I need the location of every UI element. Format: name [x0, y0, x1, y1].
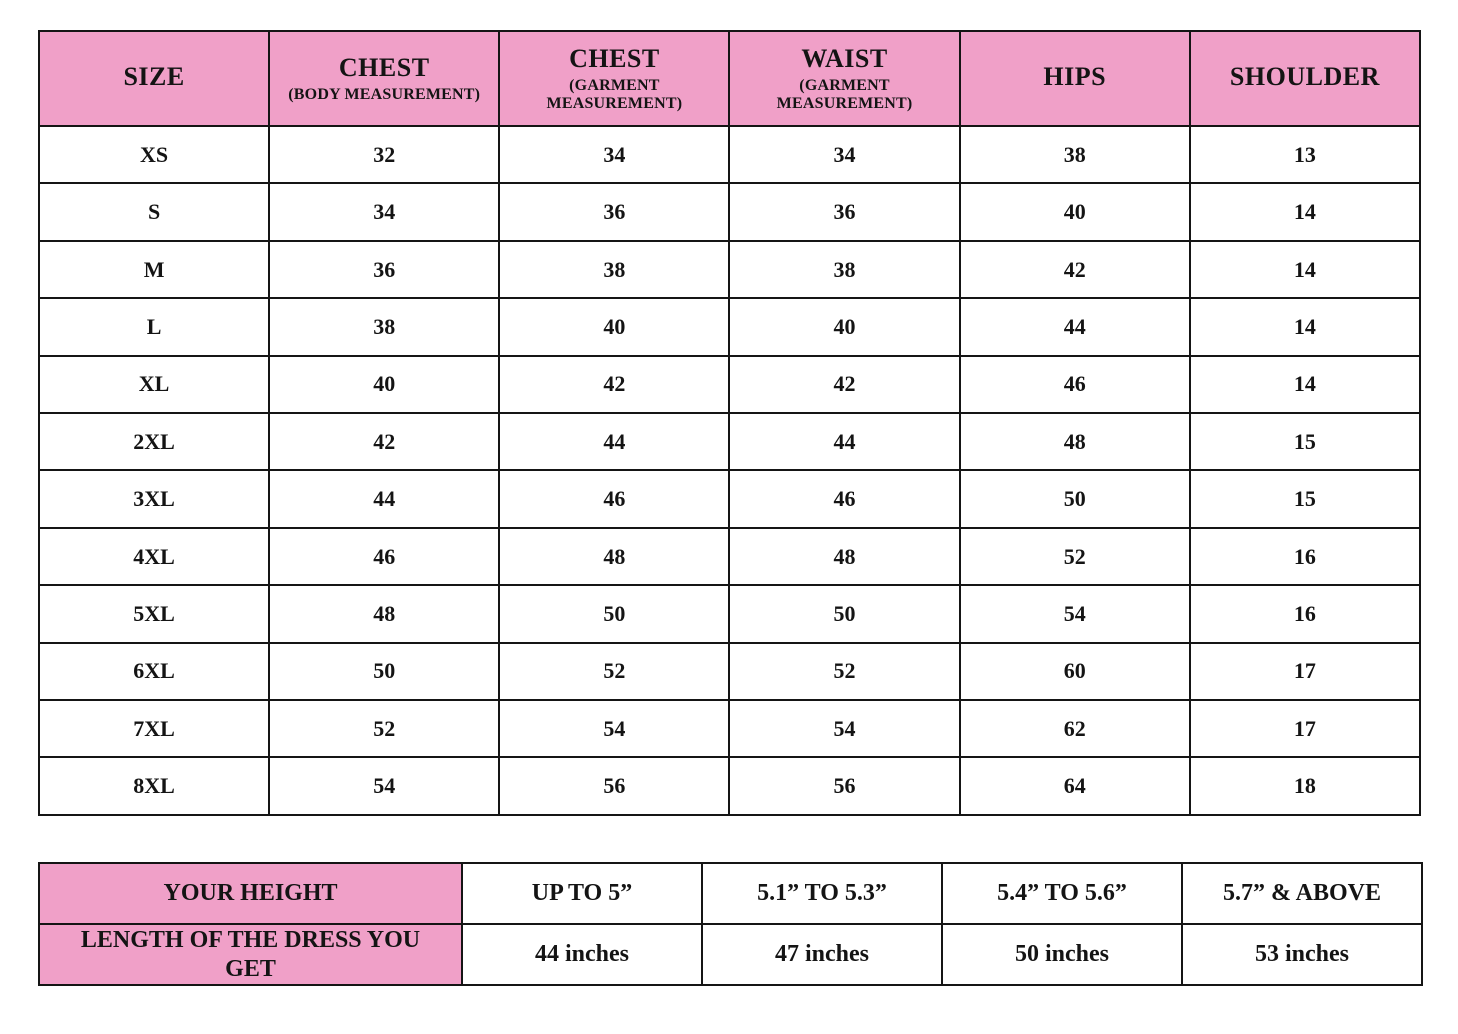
measurement-cell: 40: [269, 356, 499, 413]
measurement-cell: 38: [269, 298, 499, 355]
measurement-cell: 15: [1190, 470, 1420, 527]
header-chest-body-title: CHEST: [338, 52, 430, 82]
measurement-cell: 14: [1190, 356, 1420, 413]
header-waist-garment-title: WAIST: [801, 43, 888, 73]
measurement-cell: 14: [1190, 241, 1420, 298]
measurement-cell: 38: [960, 126, 1190, 183]
table-row-3xl: [39, 470, 1420, 527]
measurement-cell: 34: [499, 126, 729, 183]
measurement-cell: 36: [729, 183, 959, 240]
size-label: 5XL: [39, 585, 269, 642]
table-row-5xl: [39, 585, 1420, 642]
table-row-7xl: [39, 700, 1420, 757]
measurement-cell: 17: [1190, 643, 1420, 700]
header-hips-title: HIPS: [1043, 62, 1107, 92]
header-chest-garment-title: CHEST: [569, 43, 660, 73]
table-row-m: [39, 241, 1420, 298]
size-label: 4XL: [39, 528, 269, 585]
height-length-table: [38, 862, 1423, 986]
measurement-cell: 54: [499, 700, 729, 757]
size-chart-table: [38, 30, 1421, 816]
header-waist-garment: [729, 31, 959, 126]
table-row-xl: [39, 356, 1420, 413]
measurement-cell: 46: [499, 470, 729, 527]
dress-length-cell: 53 inches: [1182, 924, 1422, 985]
measurement-cell: 46: [269, 528, 499, 585]
dress-length-cell: 44 inches: [462, 924, 702, 985]
measurement-cell: 46: [729, 470, 959, 527]
measurement-cell: 40: [960, 183, 1190, 240]
header-waist-garment-subtitle: (GARMENT MEASUREMENT): [776, 76, 913, 112]
measurement-cell: 42: [499, 356, 729, 413]
measurement-cell: 54: [729, 700, 959, 757]
header-shoulder: [1190, 31, 1420, 126]
measurement-cell: 56: [729, 757, 959, 815]
measurement-cell: 42: [269, 413, 499, 470]
measurement-cell: 40: [499, 298, 729, 355]
height-row: [39, 863, 1422, 924]
measurement-cell: 60: [960, 643, 1190, 700]
size-label: 6XL: [39, 643, 269, 700]
table-row-2xl: [39, 413, 1420, 470]
size-label: M: [39, 241, 269, 298]
measurement-cell: 62: [960, 700, 1190, 757]
measurement-cell: 15: [1190, 413, 1420, 470]
measurement-cell: 50: [960, 470, 1190, 527]
height-range-cell: 5.1” TO 5.3”: [702, 863, 942, 924]
measurement-cell: 56: [499, 757, 729, 815]
measurement-cell: 48: [499, 528, 729, 585]
height-range-cell: UP TO 5”: [462, 863, 702, 924]
measurement-cell: 54: [269, 757, 499, 815]
measurement-cell: 14: [1190, 183, 1420, 240]
table-row-xs: [39, 126, 1420, 183]
measurement-cell: 18: [1190, 757, 1420, 815]
measurement-cell: 38: [729, 241, 959, 298]
header-hips: [960, 31, 1190, 126]
size-label: 8XL: [39, 757, 269, 815]
size-label: XL: [39, 356, 269, 413]
header-chest-body: [269, 31, 499, 126]
height-range-cell: 5.4” TO 5.6”: [942, 863, 1182, 924]
measurement-cell: 48: [729, 528, 959, 585]
measurement-cell: 40: [729, 298, 959, 355]
size-label: XS: [39, 126, 269, 183]
measurement-cell: 44: [729, 413, 959, 470]
measurement-cell: 36: [269, 241, 499, 298]
header-chest-garment: [499, 31, 729, 126]
measurement-cell: 44: [269, 470, 499, 527]
measurement-cell: 44: [960, 298, 1190, 355]
dress-length-row-label: LENGTH OF THE DRESS YOU GET: [39, 924, 462, 985]
measurement-cell: 17: [1190, 700, 1420, 757]
measurement-cell: 52: [269, 700, 499, 757]
measurement-cell: 34: [729, 126, 959, 183]
dress-length-cell: 47 inches: [702, 924, 942, 985]
measurement-cell: 42: [729, 356, 959, 413]
table-row-4xl: [39, 528, 1420, 585]
measurement-cell: 52: [960, 528, 1190, 585]
header-chest-body-subtitle: (BODY MEASUREMENT): [288, 85, 481, 103]
header-size: [39, 31, 269, 126]
header-size-title: SIZE: [123, 62, 185, 92]
measurement-cell: 50: [269, 643, 499, 700]
table-row-l: [39, 298, 1420, 355]
measurement-cell: 36: [499, 183, 729, 240]
measurement-cell: 46: [960, 356, 1190, 413]
measurement-cell: 64: [960, 757, 1190, 815]
measurement-cell: 16: [1190, 585, 1420, 642]
measurement-cell: 42: [960, 241, 1190, 298]
dress-length-cell: 50 inches: [942, 924, 1182, 985]
header-chest-garment-subtitle: (GARMENT MEASUREMENT): [546, 76, 683, 112]
measurement-cell: 34: [269, 183, 499, 240]
size-chart-header-row: [39, 31, 1420, 126]
size-label: L: [39, 298, 269, 355]
table-row-8xl: [39, 757, 1420, 815]
height-row-label: YOUR HEIGHT: [39, 863, 462, 924]
table-row-s: [39, 183, 1420, 240]
height-range-cell: 5.7” & ABOVE: [1182, 863, 1422, 924]
measurement-cell: 52: [729, 643, 959, 700]
measurement-cell: 50: [499, 585, 729, 642]
measurement-cell: 50: [729, 585, 959, 642]
measurement-cell: 32: [269, 126, 499, 183]
size-label: 7XL: [39, 700, 269, 757]
measurement-cell: 52: [499, 643, 729, 700]
measurement-cell: 38: [499, 241, 729, 298]
measurement-cell: 54: [960, 585, 1190, 642]
measurement-cell: 14: [1190, 298, 1420, 355]
measurement-cell: 48: [269, 585, 499, 642]
measurement-cell: 44: [499, 413, 729, 470]
measurement-cell: 13: [1190, 126, 1420, 183]
size-label: 2XL: [39, 413, 269, 470]
header-shoulder-title: SHOULDER: [1229, 62, 1380, 92]
size-label: 3XL: [39, 470, 269, 527]
table-row-6xl: [39, 643, 1420, 700]
size-label: S: [39, 183, 269, 240]
dress-length-row: [39, 924, 1422, 985]
measurement-cell: 16: [1190, 528, 1420, 585]
measurement-cell: 48: [960, 413, 1190, 470]
